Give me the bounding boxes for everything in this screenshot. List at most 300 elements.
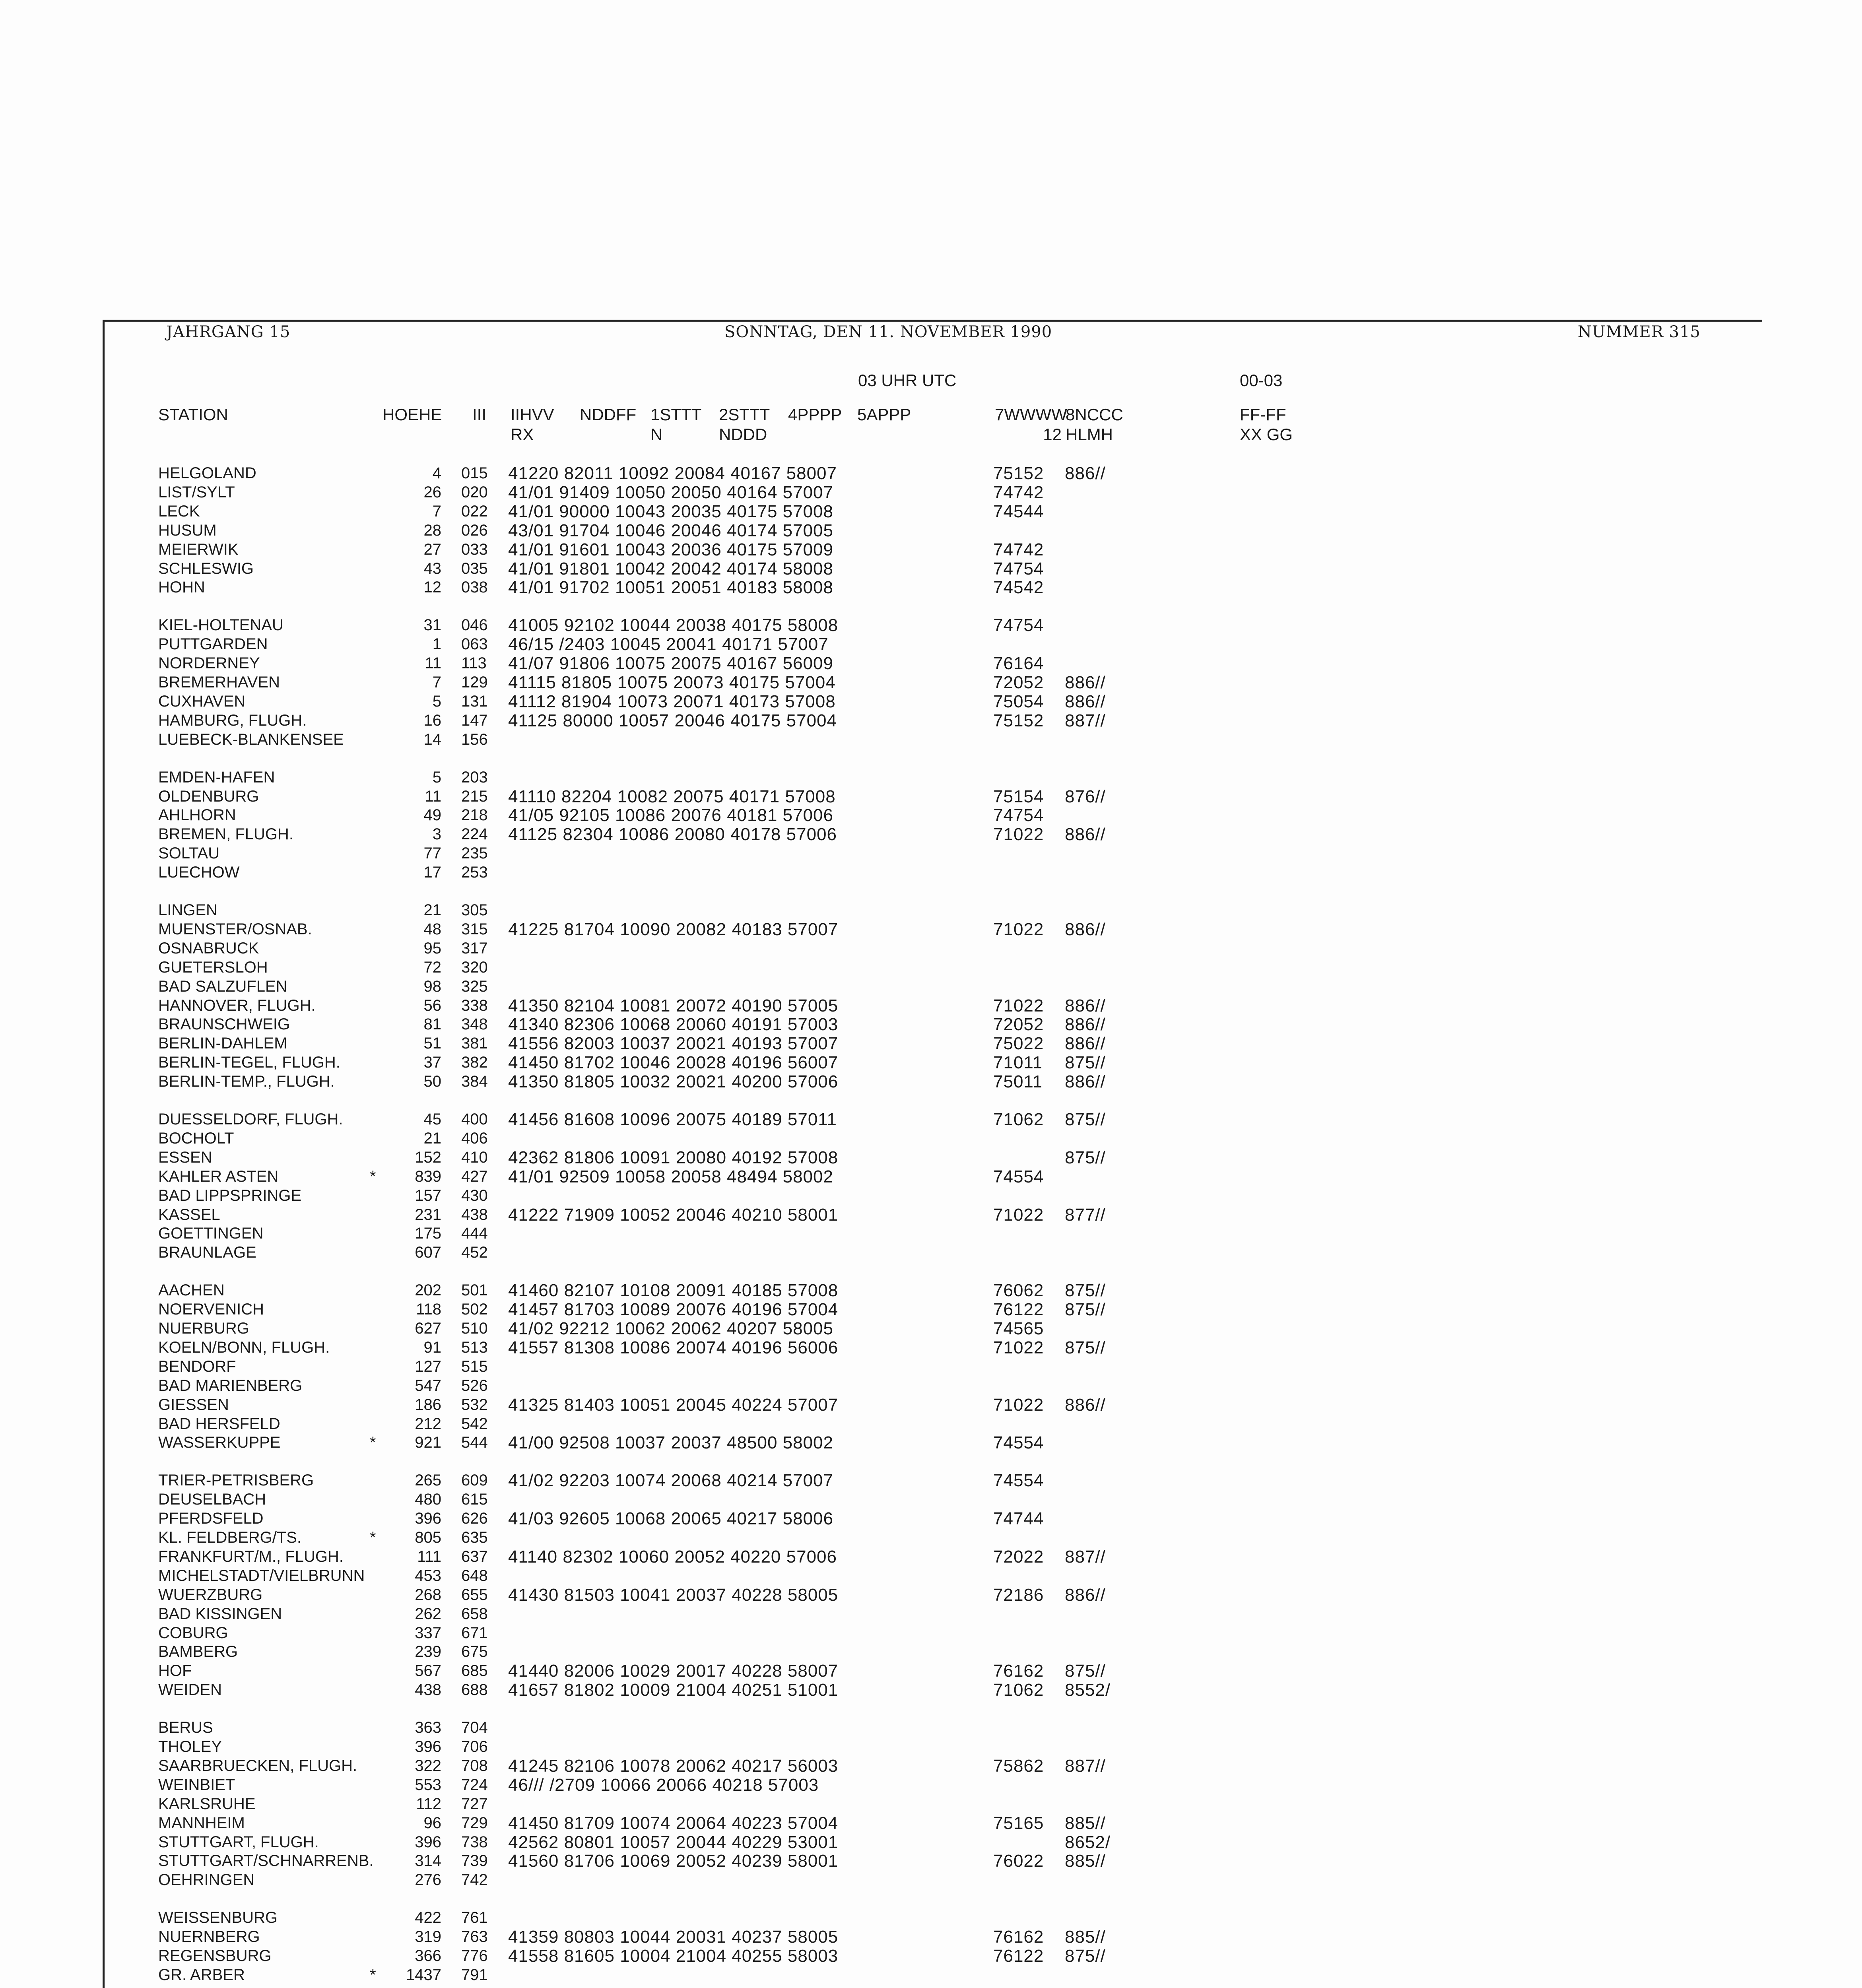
station-name: LINGEN bbox=[158, 901, 217, 919]
station-name: BAD KISSINGEN bbox=[158, 1605, 282, 1623]
cloud-group: 8552/ bbox=[1065, 1680, 1111, 1700]
col-nddff: NDDFF bbox=[580, 405, 637, 424]
station-height: 157 bbox=[415, 1187, 441, 1204]
synop-groups: 41/01 91702 10051 20051 40183 58008 bbox=[508, 578, 833, 597]
station-name: KARLSRUHE bbox=[158, 1795, 256, 1813]
synop-groups: 41350 82104 10081 20072 40190 57005 bbox=[508, 996, 839, 1015]
col-1sttt-top: 1STTT bbox=[650, 405, 702, 424]
cloud-group: 875// bbox=[1065, 1053, 1106, 1072]
synop-groups: 43/01 91704 10046 20046 40174 57005 bbox=[508, 521, 833, 540]
cloud-group: 886// bbox=[1065, 1015, 1106, 1034]
station-name: OEHRINGEN bbox=[158, 1871, 255, 1889]
weather-group: 74742 bbox=[993, 483, 1044, 502]
station-number: 046 bbox=[461, 616, 488, 634]
station-height: 56 bbox=[423, 997, 441, 1014]
station-number: 020 bbox=[461, 483, 488, 501]
station-number: 430 bbox=[461, 1187, 488, 1204]
col-7wwww bbox=[995, 405, 1067, 445]
station-number: 688 bbox=[461, 1681, 488, 1699]
station-name: BERLIN-TEMP., FLUGH. bbox=[158, 1073, 335, 1090]
station-number: 704 bbox=[461, 1719, 488, 1736]
col-7wwww-top: 7WWWW bbox=[995, 405, 1067, 424]
synop-groups: 41140 82302 10060 20052 40220 57006 bbox=[508, 1547, 837, 1567]
station-name: BERUS bbox=[158, 1719, 213, 1736]
station-name: HUSUM bbox=[158, 522, 217, 539]
time-range-label: 00-03 bbox=[1240, 371, 1283, 390]
station-name: BAMBERG bbox=[158, 1643, 238, 1660]
station-height: 51 bbox=[423, 1035, 441, 1052]
station-number: 675 bbox=[461, 1643, 488, 1660]
station-name: LIST/SYLT bbox=[158, 483, 235, 501]
synop-groups: 42562 80801 10057 20044 40229 53001 bbox=[508, 1833, 839, 1852]
station-number: 035 bbox=[461, 560, 488, 577]
cloud-group: 885// bbox=[1065, 1927, 1106, 1947]
station-number: 022 bbox=[461, 503, 488, 520]
station-height: 1 bbox=[432, 635, 441, 653]
station-height: 17 bbox=[423, 864, 441, 881]
synop-groups: 41450 81709 10074 20064 40223 57004 bbox=[508, 1813, 839, 1833]
col-8nccc-bottom: HLMH bbox=[1066, 425, 1113, 444]
station-number: 203 bbox=[461, 769, 488, 786]
station-height: 212 bbox=[415, 1415, 441, 1433]
station-name: GR. ARBER bbox=[158, 1966, 245, 1984]
station-height: 268 bbox=[415, 1586, 441, 1604]
synop-groups: 41450 81702 10046 20028 40196 56007 bbox=[508, 1053, 839, 1072]
synop-groups: 41560 81706 10069 20052 40239 58001 bbox=[508, 1851, 839, 1871]
station-name: SOLTAU bbox=[158, 845, 220, 862]
station-name: WEIDEN bbox=[158, 1681, 222, 1699]
station-number: 708 bbox=[461, 1757, 488, 1774]
station-name: AHLHORN bbox=[158, 806, 236, 824]
station-name: WUERZBURG bbox=[158, 1586, 263, 1604]
station-number: 438 bbox=[461, 1206, 488, 1223]
cloud-group: 887// bbox=[1065, 711, 1106, 730]
weather-group: 75054 bbox=[993, 692, 1044, 711]
col-7wwww-bottom: 12 bbox=[1043, 425, 1062, 444]
weather-group: 76122 bbox=[993, 1946, 1044, 1966]
weather-group: 71011 bbox=[993, 1053, 1043, 1072]
station-name: BOCHOLT bbox=[158, 1130, 234, 1147]
date-label: SONNTAG, DEN 11. NOVEMBER 1990 bbox=[724, 323, 1052, 341]
weather-group: 72052 bbox=[993, 1015, 1044, 1034]
station-name: SCHLESWIG bbox=[158, 560, 254, 577]
synop-groups: 41225 81704 10090 20082 40183 57007 bbox=[508, 920, 839, 939]
station-height: 396 bbox=[415, 1738, 441, 1755]
station-height: 319 bbox=[415, 1928, 441, 1945]
cloud-group: 886// bbox=[1065, 825, 1106, 844]
synop-groups: 41456 81608 10096 20075 40189 57011 bbox=[508, 1110, 837, 1129]
weather-group: 74742 bbox=[993, 540, 1044, 559]
weather-group: 76062 bbox=[993, 1281, 1044, 1300]
station-name: COBURG bbox=[158, 1624, 228, 1642]
station-height: 480 bbox=[415, 1491, 441, 1508]
station-height: 21 bbox=[423, 901, 441, 919]
station-number: 626 bbox=[461, 1510, 488, 1527]
station-number: 113 bbox=[461, 654, 487, 672]
station-height: 11 bbox=[425, 788, 441, 805]
cloud-group: 886// bbox=[1065, 692, 1106, 711]
station-number: 727 bbox=[461, 1795, 488, 1813]
station-height: 5 bbox=[432, 769, 441, 786]
synop-groups: 41222 71909 10052 20046 40210 58001 bbox=[508, 1205, 839, 1225]
station-number: 510 bbox=[461, 1320, 488, 1337]
synop-groups: 41325 81403 10051 20045 40224 57007 bbox=[508, 1395, 839, 1415]
station-name: LUECHOW bbox=[158, 864, 240, 881]
station-name: NUERBURG bbox=[158, 1320, 249, 1337]
station-height: 607 bbox=[415, 1244, 441, 1261]
station-height: 453 bbox=[415, 1567, 441, 1584]
synop-groups: 41359 80803 10044 20031 40237 58005 bbox=[508, 1927, 839, 1947]
synop-groups: 41340 82306 10068 20060 40191 57003 bbox=[508, 1015, 839, 1034]
station-height: 77 bbox=[423, 845, 441, 862]
weather-group: 74554 bbox=[993, 1471, 1044, 1490]
station-number: 706 bbox=[461, 1738, 488, 1755]
synop-groups: 41125 82304 10086 20080 40178 57006 bbox=[508, 825, 837, 844]
col-5appp: 5APPP bbox=[857, 405, 911, 424]
station-height: 438 bbox=[415, 1681, 441, 1699]
weather-group: 71022 bbox=[993, 1338, 1044, 1357]
station-number: 685 bbox=[461, 1662, 488, 1679]
station-name: LUEBECK-BLANKENSEE bbox=[158, 731, 344, 748]
station-number: 739 bbox=[461, 1852, 488, 1870]
station-name: PUTTGARDEN bbox=[158, 635, 268, 653]
station-name: MEIERWIK bbox=[158, 541, 239, 558]
cloud-group: 8652/ bbox=[1065, 1833, 1111, 1852]
weather-group: 74554 bbox=[993, 1433, 1044, 1452]
station-name: WASSERKUPPE bbox=[158, 1434, 281, 1451]
cloud-group: 876// bbox=[1065, 787, 1106, 806]
table-frame bbox=[103, 320, 1762, 1988]
station-name: BREMERHAVEN bbox=[158, 674, 280, 691]
station-name: STUTTGART, FLUGH. bbox=[158, 1833, 319, 1851]
synop-groups: 41350 81805 10032 20021 40200 57006 bbox=[508, 1072, 839, 1091]
time-label: 03 UHR UTC bbox=[858, 371, 957, 390]
station-height: 112 bbox=[416, 1795, 441, 1813]
station-number: 384 bbox=[461, 1073, 488, 1090]
weather-group: 76164 bbox=[993, 654, 1044, 673]
weather-group: 75022 bbox=[993, 1034, 1044, 1053]
station-height: 396 bbox=[415, 1510, 441, 1527]
station-height: 12 bbox=[423, 579, 441, 596]
station-height: 231 bbox=[415, 1206, 441, 1223]
station-name: KAHLER ASTEN bbox=[158, 1168, 279, 1185]
col-2sttt-top: 2STTT bbox=[719, 405, 770, 424]
weather-group: 76162 bbox=[993, 1927, 1044, 1947]
synop-groups: 41115 81805 10075 20073 40175 57004 bbox=[508, 673, 836, 692]
station-number: 315 bbox=[461, 920, 488, 938]
station-name: GUETERSLOH bbox=[158, 959, 268, 976]
station-name: TRIER-PETRISBERG bbox=[158, 1472, 314, 1489]
station-number: 763 bbox=[461, 1928, 488, 1945]
cloud-group: 886// bbox=[1065, 1585, 1106, 1605]
synop-groups: 41457 81703 10089 20076 40196 57004 bbox=[508, 1300, 839, 1319]
station-name: NOERVENICH bbox=[158, 1301, 264, 1318]
station-number: 305 bbox=[461, 901, 488, 919]
col-1sttt-bottom: N bbox=[650, 425, 663, 444]
station-number: 382 bbox=[461, 1054, 488, 1071]
station-height: 175 bbox=[415, 1225, 441, 1242]
synop-groups: 41430 81503 10041 20037 40228 58005 bbox=[508, 1585, 839, 1605]
station-number: 406 bbox=[461, 1130, 488, 1147]
station-number: 253 bbox=[461, 864, 488, 881]
col-iii: III bbox=[472, 405, 487, 424]
station-height: 265 bbox=[415, 1472, 441, 1489]
station-number: 427 bbox=[461, 1168, 488, 1185]
station-name: FRANKFURT/M., FLUGH. bbox=[158, 1548, 344, 1565]
station-number: 791 bbox=[461, 1966, 488, 1984]
station-height: 322 bbox=[415, 1757, 441, 1774]
station-name: HELGOLAND bbox=[158, 464, 256, 482]
station-name: KL. FELDBERG/TS. bbox=[158, 1529, 302, 1546]
station-number: 444 bbox=[461, 1225, 488, 1242]
station-name: LECK bbox=[158, 503, 200, 520]
station-number: 129 bbox=[461, 674, 488, 691]
synop-groups: 41112 81904 10073 20071 40173 57008 bbox=[508, 692, 836, 711]
weather-group: 71062 bbox=[993, 1110, 1044, 1129]
station-name: NUERNBERG bbox=[158, 1928, 260, 1945]
synop-groups: 41/03 92605 10068 20065 40217 58006 bbox=[508, 1509, 833, 1528]
station-number: 502 bbox=[461, 1301, 488, 1318]
station-height: 7 bbox=[432, 503, 441, 520]
station-number: 038 bbox=[461, 579, 488, 596]
col-hoehe: HOEHE bbox=[382, 405, 442, 424]
cloud-group: 886// bbox=[1065, 464, 1106, 483]
station-number: 147 bbox=[461, 712, 488, 729]
station-name: EMDEN-HAFEN bbox=[158, 769, 275, 786]
station-number: 637 bbox=[461, 1548, 488, 1565]
mountain-station-marker: * bbox=[370, 1434, 376, 1451]
cloud-group: 877// bbox=[1065, 1205, 1106, 1225]
station-number: 015 bbox=[461, 464, 488, 482]
synop-groups: 41245 82106 10078 20062 40217 56003 bbox=[508, 1756, 839, 1776]
synop-groups: 41/01 91601 10043 20036 40175 57009 bbox=[508, 540, 833, 559]
weather-group: 76162 bbox=[993, 1661, 1044, 1681]
station-height: 11 bbox=[425, 654, 441, 672]
cloud-group: 875// bbox=[1065, 1110, 1106, 1129]
station-height: 48 bbox=[423, 920, 441, 938]
station-name: OSNABRUCK bbox=[158, 940, 259, 957]
cloud-group: 875// bbox=[1065, 1300, 1106, 1319]
col-8nccc-top: 8NCCC bbox=[1066, 405, 1123, 424]
station-number: 215 bbox=[461, 788, 488, 805]
station-height: 396 bbox=[415, 1833, 441, 1851]
station-height: 127 bbox=[415, 1358, 441, 1375]
station-height: 28 bbox=[423, 522, 441, 539]
station-height: 567 bbox=[415, 1662, 441, 1679]
station-name: SAARBRUECKEN, FLUGH. bbox=[158, 1757, 357, 1774]
station-number: 655 bbox=[461, 1586, 488, 1604]
station-number: 033 bbox=[461, 541, 488, 558]
station-name: PFERDSFELD bbox=[158, 1510, 264, 1527]
station-name: ESSEN bbox=[158, 1149, 212, 1166]
station-name: KIEL-HOLTENAU bbox=[158, 616, 283, 634]
synop-groups: 41556 82003 10037 20021 40193 57007 bbox=[508, 1034, 839, 1053]
station-number: 724 bbox=[461, 1776, 488, 1794]
synop-groups: 41/07 91806 10075 20075 40167 56009 bbox=[508, 654, 833, 673]
station-height: 27 bbox=[423, 541, 441, 558]
cloud-group: 875// bbox=[1065, 1946, 1106, 1966]
station-number: 218 bbox=[461, 806, 488, 824]
synop-groups: 46/15 /2403 10045 20041 40171 57007 bbox=[508, 635, 829, 654]
station-name: KOELN/BONN, FLUGH. bbox=[158, 1339, 330, 1356]
station-name: HOHN bbox=[158, 579, 205, 596]
cloud-group: 886// bbox=[1065, 920, 1106, 939]
station-name: REGENSBURG bbox=[158, 1947, 272, 1965]
weather-group: 75152 bbox=[993, 464, 1044, 483]
synop-groups: 41/02 92212 10062 20062 40207 58005 bbox=[508, 1319, 833, 1338]
station-height: 96 bbox=[423, 1814, 441, 1832]
station-height: 239 bbox=[415, 1643, 441, 1660]
station-number: 452 bbox=[461, 1244, 488, 1261]
station-number: 410 bbox=[461, 1149, 488, 1166]
col-8nccc bbox=[1066, 405, 1123, 445]
station-name: HOF bbox=[158, 1662, 192, 1679]
weather-group: 74754 bbox=[993, 559, 1044, 579]
station-height: 26 bbox=[423, 483, 441, 501]
station-name: GOETTINGEN bbox=[158, 1225, 264, 1242]
station-number: 131 bbox=[461, 693, 488, 710]
synop-groups: 41/01 92509 10058 20058 48494 58002 bbox=[508, 1167, 833, 1186]
station-number: 776 bbox=[461, 1947, 488, 1965]
station-number: 348 bbox=[461, 1015, 488, 1033]
station-name: THOLEY bbox=[158, 1738, 222, 1755]
station-name: BAD MARIENBERG bbox=[158, 1377, 303, 1394]
station-name: BRAUNSCHWEIG bbox=[158, 1015, 290, 1033]
weather-group: 74565 bbox=[993, 1319, 1044, 1338]
cloud-group: 875// bbox=[1065, 1281, 1106, 1300]
col-iihvv bbox=[511, 405, 554, 445]
station-height: 314 bbox=[415, 1852, 441, 1870]
station-height: 3 bbox=[432, 825, 441, 843]
station-number: 729 bbox=[461, 1814, 488, 1832]
station-number: 609 bbox=[461, 1472, 488, 1489]
station-number: 658 bbox=[461, 1605, 488, 1623]
station-number: 544 bbox=[461, 1434, 488, 1451]
col-2sttt-bottom: NDDD bbox=[719, 425, 767, 444]
station-number: 338 bbox=[461, 997, 488, 1014]
col-2sttt bbox=[719, 405, 770, 445]
station-height: 95 bbox=[423, 940, 441, 957]
synop-groups: 41/05 92105 10086 20076 40181 57006 bbox=[508, 806, 833, 825]
station-number: 317 bbox=[461, 940, 488, 957]
weather-group: 71022 bbox=[993, 825, 1044, 844]
weather-group: 72022 bbox=[993, 1547, 1044, 1567]
station-number: 026 bbox=[461, 522, 488, 539]
station-name: DEUSELBACH bbox=[158, 1491, 266, 1508]
station-number: 400 bbox=[461, 1110, 488, 1128]
synop-groups: 41440 82006 10029 20017 40228 58007 bbox=[508, 1661, 839, 1681]
synop-groups: 41460 82107 10108 20091 40185 57008 bbox=[508, 1281, 839, 1300]
synop-groups: 41220 82011 10092 20084 40167 58007 bbox=[508, 464, 837, 483]
station-number: 320 bbox=[461, 959, 488, 976]
col-ff bbox=[1240, 405, 1293, 445]
station-name: BRAUNLAGE bbox=[158, 1244, 256, 1261]
weather-group: 74554 bbox=[993, 1167, 1044, 1186]
cloud-group: 875// bbox=[1065, 1148, 1106, 1167]
weather-group: 75165 bbox=[993, 1813, 1044, 1833]
station-height: 202 bbox=[415, 1281, 441, 1299]
weather-group: 74754 bbox=[993, 806, 1044, 825]
cloud-group: 885// bbox=[1065, 1813, 1106, 1833]
cloud-group: 886// bbox=[1065, 1034, 1106, 1053]
station-height: 98 bbox=[423, 978, 441, 995]
weather-group: 75154 bbox=[993, 787, 1044, 806]
station-name: KASSEL bbox=[158, 1206, 220, 1223]
weather-group: 71022 bbox=[993, 1395, 1044, 1415]
station-name: DUESSELDORF, FLUGH. bbox=[158, 1110, 343, 1128]
station-number: 615 bbox=[461, 1491, 488, 1508]
station-height: 43 bbox=[423, 560, 441, 577]
station-number: 532 bbox=[461, 1396, 488, 1413]
station-name: WEINBIET bbox=[158, 1776, 235, 1794]
station-name: WEISSENBURG bbox=[158, 1909, 278, 1926]
synop-groups: 41110 82204 10082 20075 40171 57008 bbox=[508, 787, 836, 806]
station-height: 50 bbox=[423, 1073, 441, 1090]
weather-group: 72186 bbox=[993, 1585, 1044, 1605]
station-number: 501 bbox=[461, 1281, 488, 1299]
station-height: 805 bbox=[415, 1529, 441, 1546]
station-name: MANNHEIM bbox=[158, 1814, 245, 1832]
col-1sttt bbox=[650, 405, 701, 445]
mountain-station-marker: * bbox=[370, 1168, 376, 1185]
station-name: BERLIN-DAHLEM bbox=[158, 1035, 287, 1052]
cloud-group: 875// bbox=[1065, 1661, 1106, 1681]
station-height: 363 bbox=[415, 1719, 441, 1736]
station-height: 16 bbox=[423, 712, 441, 729]
mountain-station-marker: * bbox=[370, 1966, 376, 1984]
station-height: 276 bbox=[415, 1871, 441, 1889]
synop-groups: 42362 81806 10091 20080 40192 57008 bbox=[508, 1148, 839, 1167]
weather-group: 74542 bbox=[993, 578, 1044, 597]
station-height: 91 bbox=[423, 1339, 441, 1356]
col-ff-bottom: XX GG bbox=[1240, 425, 1293, 444]
station-name: BERLIN-TEGEL, FLUGH. bbox=[158, 1054, 340, 1071]
station-name: BREMEN, FLUGH. bbox=[158, 825, 294, 843]
station-height: 4 bbox=[432, 464, 441, 482]
col-iihvv-bottom: RX bbox=[511, 425, 534, 444]
station-number: 156 bbox=[461, 731, 488, 748]
station-height: 262 bbox=[415, 1605, 441, 1623]
col-iihvv-top: IIHVV bbox=[511, 405, 554, 424]
station-name: MUENSTER/OSNAB. bbox=[158, 920, 312, 938]
synop-groups: 41/01 91409 10050 20050 40164 57007 bbox=[508, 483, 833, 502]
station-height: 337 bbox=[415, 1624, 441, 1642]
station-name: BAD LIPPSPRINGE bbox=[158, 1187, 302, 1204]
weather-group: 71062 bbox=[993, 1680, 1044, 1700]
synop-groups: 41/01 90000 10043 20035 40175 57008 bbox=[508, 502, 833, 521]
col-4pppp: 4PPPP bbox=[788, 405, 842, 424]
station-name: BAD SALZUFLEN bbox=[158, 978, 287, 995]
station-name: AACHEN bbox=[158, 1281, 225, 1299]
station-name: CUXHAVEN bbox=[158, 693, 246, 710]
col-ff-top: FF-FF bbox=[1240, 405, 1286, 424]
station-height: 118 bbox=[416, 1301, 441, 1318]
station-number: 738 bbox=[461, 1833, 488, 1851]
mountain-station-marker: * bbox=[370, 1529, 376, 1546]
station-number: 515 bbox=[461, 1358, 488, 1375]
cloud-group: 886// bbox=[1065, 673, 1106, 692]
cloud-group: 886// bbox=[1065, 996, 1106, 1015]
station-name: MICHELSTADT/VIELBRUNN bbox=[158, 1567, 365, 1584]
station-height: 1437 bbox=[406, 1966, 441, 1984]
station-height: 31 bbox=[423, 616, 441, 634]
station-number: 761 bbox=[461, 1909, 488, 1926]
station-height: 547 bbox=[415, 1377, 441, 1394]
cloud-group: 886// bbox=[1065, 1395, 1106, 1415]
station-number: 542 bbox=[461, 1415, 488, 1433]
weather-group: 71022 bbox=[993, 920, 1044, 939]
station-height: 921 bbox=[415, 1434, 441, 1451]
